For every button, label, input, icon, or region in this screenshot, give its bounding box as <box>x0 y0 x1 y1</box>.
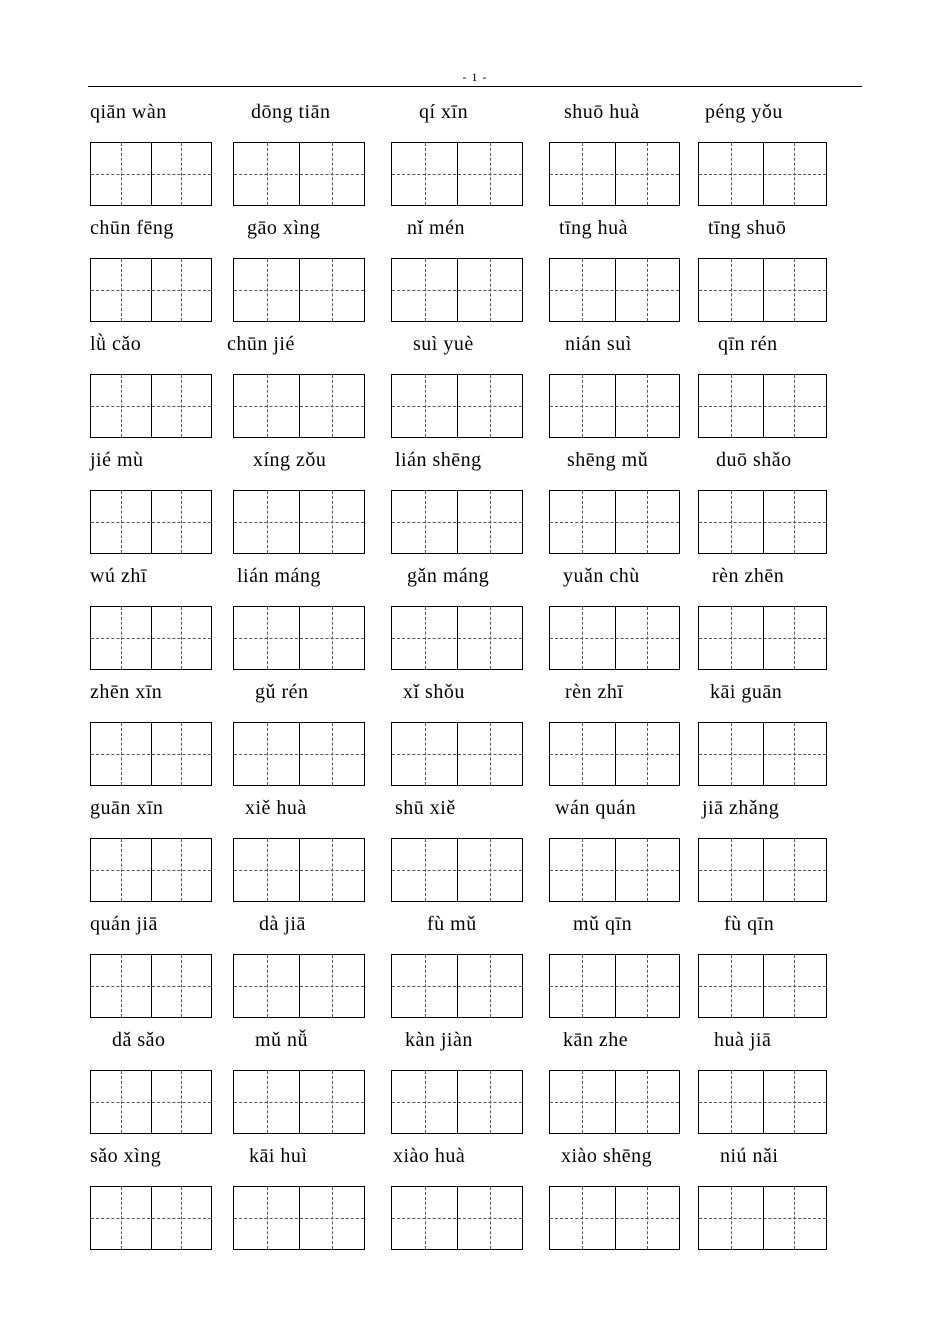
grid-guide-line <box>234 986 364 987</box>
writing-grid[interactable] <box>90 838 212 902</box>
pinyin-label: shuō huà <box>564 101 640 123</box>
pinyin-label: guān xīn <box>90 797 164 819</box>
writing-grid[interactable] <box>391 1070 523 1134</box>
writing-grid[interactable] <box>90 954 212 1018</box>
grid-guide-line <box>91 754 211 755</box>
grid-guide-line <box>550 638 679 639</box>
pinyin-label: mǔ nǚ <box>255 1029 309 1051</box>
writing-grid[interactable] <box>698 954 827 1018</box>
word-cell <box>698 88 838 204</box>
word-cell <box>233 88 373 204</box>
pinyin-label: xǐ shǒu <box>403 681 465 703</box>
pinyin-label: lǜ cǎo <box>90 333 142 355</box>
writing-grid[interactable] <box>698 374 827 438</box>
writing-grid[interactable] <box>233 374 365 438</box>
word-cell <box>391 88 531 204</box>
worksheet-row <box>0 88 950 204</box>
grid-guide-line <box>392 522 522 523</box>
word-cell <box>549 1016 689 1132</box>
pinyin-label: wú zhī <box>90 565 147 587</box>
pinyin-label: lián shēng <box>395 449 482 471</box>
pinyin-label: quán jiā <box>90 913 158 935</box>
writing-grid[interactable] <box>698 606 827 670</box>
grid-guide-line <box>234 174 364 175</box>
writing-grid[interactable] <box>233 722 365 786</box>
writing-grid[interactable] <box>233 258 365 322</box>
writing-grid[interactable] <box>233 606 365 670</box>
word-cell <box>233 552 373 668</box>
header-rule <box>88 86 862 87</box>
grid-guide-line <box>550 986 679 987</box>
grid-guide-line <box>550 406 679 407</box>
grid-guide-line <box>550 290 679 291</box>
word-cell <box>90 320 230 436</box>
writing-grid[interactable] <box>549 606 680 670</box>
grid-guide-line <box>550 870 679 871</box>
grid-guide-line <box>392 174 522 175</box>
grid-guide-line <box>234 1102 364 1103</box>
writing-grid[interactable] <box>90 1186 212 1250</box>
word-cell <box>90 1016 230 1132</box>
grid-guide-line <box>392 1218 522 1219</box>
grid-guide-line <box>392 870 522 871</box>
pinyin-label: sǎo xìng <box>90 1145 162 1167</box>
pinyin-label: dǎ sǎo <box>112 1029 166 1051</box>
writing-grid[interactable] <box>698 1070 827 1134</box>
pinyin-label: qí xīn <box>419 101 469 123</box>
word-cell <box>90 784 230 900</box>
writing-grid[interactable] <box>391 1186 523 1250</box>
grid-guide-line <box>550 522 679 523</box>
pinyin-label: fù mǔ <box>427 913 477 935</box>
pinyin-label: qīn rén <box>718 333 778 355</box>
writing-grid[interactable] <box>549 258 680 322</box>
grid-guide-line <box>392 406 522 407</box>
worksheet-row <box>0 436 950 552</box>
pinyin-label: xíng zǒu <box>253 449 327 471</box>
pinyin-label: kān zhe <box>563 1029 629 1051</box>
writing-grid[interactable] <box>549 838 680 902</box>
writing-grid[interactable] <box>391 606 523 670</box>
grid-guide-line <box>234 1218 364 1219</box>
pinyin-label: xiào huà <box>393 1145 466 1167</box>
grid-guide-line <box>234 290 364 291</box>
writing-grid[interactable] <box>233 838 365 902</box>
word-cell <box>698 320 838 436</box>
worksheet-row <box>0 1132 950 1248</box>
grid-guide-line <box>234 522 364 523</box>
grid-guide-line <box>91 522 211 523</box>
grid-guide-line <box>234 638 364 639</box>
writing-grid[interactable] <box>233 490 365 554</box>
worksheet-row <box>0 900 950 1016</box>
word-cell <box>233 1132 373 1248</box>
pinyin-label: zhēn xīn <box>90 681 163 703</box>
writing-grid[interactable] <box>391 490 523 554</box>
word-cell <box>90 552 230 668</box>
grid-guide-line <box>234 754 364 755</box>
grid-guide-line <box>699 986 826 987</box>
word-cell <box>698 552 838 668</box>
word-cell <box>391 204 531 320</box>
grid-guide-line <box>234 406 364 407</box>
grid-guide-line <box>392 1102 522 1103</box>
word-cell <box>391 436 531 552</box>
writing-grid[interactable] <box>391 258 523 322</box>
writing-grid[interactable] <box>233 142 365 206</box>
pinyin-label: nǐ mén <box>407 217 465 239</box>
writing-grid[interactable] <box>549 374 680 438</box>
word-cell <box>549 552 689 668</box>
word-cell <box>549 436 689 552</box>
pinyin-label: jiā zhǎng <box>702 797 780 819</box>
writing-grid[interactable] <box>90 490 212 554</box>
word-cell <box>391 1132 531 1248</box>
word-cell <box>698 900 838 1016</box>
word-cell <box>698 784 838 900</box>
grid-guide-line <box>392 290 522 291</box>
word-cell <box>549 900 689 1016</box>
word-cell <box>90 204 230 320</box>
word-cell <box>391 784 531 900</box>
writing-grid[interactable] <box>90 722 212 786</box>
writing-grid[interactable] <box>698 142 827 206</box>
pinyin-label: tīng shuō <box>708 217 787 239</box>
word-cell <box>233 1016 373 1132</box>
writing-grid[interactable] <box>698 490 827 554</box>
writing-grid[interactable] <box>233 1070 365 1134</box>
pinyin-label: duō shǎo <box>716 449 792 471</box>
writing-grid[interactable] <box>549 722 680 786</box>
pinyin-label: nián suì <box>565 333 632 355</box>
writing-grid[interactable] <box>90 374 212 438</box>
grid-guide-line <box>91 1102 211 1103</box>
pinyin-label: gǔ rén <box>255 681 309 703</box>
worksheet-row <box>0 784 950 900</box>
pinyin-label: dà jiā <box>259 913 306 935</box>
grid-guide-line <box>699 522 826 523</box>
pinyin-label: huà jiā <box>714 1029 772 1051</box>
word-cell <box>391 1016 531 1132</box>
pinyin-label: kàn jiàn <box>405 1029 473 1051</box>
writing-grid[interactable] <box>549 954 680 1018</box>
grid-guide-line <box>550 754 679 755</box>
pinyin-label: péng yǒu <box>705 101 783 123</box>
grid-guide-line <box>699 174 826 175</box>
pinyin-label: wán quán <box>555 797 637 819</box>
writing-grid[interactable] <box>391 954 523 1018</box>
grid-guide-line <box>392 986 522 987</box>
pinyin-label: suì yuè <box>413 333 474 355</box>
grid-guide-line <box>91 870 211 871</box>
writing-grid[interactable] <box>698 1186 827 1250</box>
pinyin-label: kāi guān <box>710 681 783 703</box>
worksheet-row <box>0 320 950 436</box>
word-cell <box>233 784 373 900</box>
pinyin-label: shū xiě <box>395 797 456 819</box>
grid-guide-line <box>699 638 826 639</box>
worksheet-row <box>0 1016 950 1132</box>
grid-guide-line <box>550 1218 679 1219</box>
pinyin-label: rèn zhēn <box>712 565 785 587</box>
grid-guide-line <box>91 290 211 291</box>
grid-guide-line <box>550 1102 679 1103</box>
pinyin-label: xiě huà <box>245 797 307 819</box>
grid-guide-line <box>699 870 826 871</box>
writing-grid[interactable] <box>549 490 680 554</box>
grid-guide-line <box>91 174 211 175</box>
writing-grid[interactable] <box>233 954 365 1018</box>
writing-grid[interactable] <box>233 1186 365 1250</box>
pinyin-label: fù qīn <box>724 913 775 935</box>
word-cell <box>90 1132 230 1248</box>
word-cell <box>90 668 230 784</box>
grid-guide-line <box>699 1102 826 1103</box>
writing-grid[interactable] <box>698 722 827 786</box>
word-cell <box>233 436 373 552</box>
writing-grid[interactable] <box>391 142 523 206</box>
writing-grid[interactable] <box>391 838 523 902</box>
grid-guide-line <box>392 754 522 755</box>
page-number: - 1 - <box>462 70 488 84</box>
pinyin-label: jié mù <box>90 449 144 471</box>
word-cell <box>698 436 838 552</box>
word-cell <box>90 436 230 552</box>
grid-guide-line <box>699 754 826 755</box>
pinyin-label: gǎn máng <box>407 565 490 587</box>
grid-guide-line <box>91 1218 211 1219</box>
word-cell <box>90 88 230 204</box>
grid-guide-line <box>392 638 522 639</box>
pinyin-label: chūn jié <box>227 333 295 355</box>
grid-guide-line <box>699 406 826 407</box>
word-cell <box>227 320 373 436</box>
grid-guide-line <box>91 638 211 639</box>
writing-grid[interactable] <box>391 374 523 438</box>
pinyin-label: lián máng <box>237 565 321 587</box>
writing-grid[interactable] <box>549 142 680 206</box>
grid-guide-line <box>91 986 211 987</box>
writing-grid[interactable] <box>90 1070 212 1134</box>
pinyin-label: tīng huà <box>559 217 628 239</box>
word-cell <box>549 668 689 784</box>
word-cell <box>549 320 689 436</box>
grid-guide-line <box>91 406 211 407</box>
word-cell <box>233 900 373 1016</box>
writing-grid[interactable] <box>698 838 827 902</box>
word-cell <box>233 204 373 320</box>
worksheet-row <box>0 668 950 784</box>
grid-guide-line <box>699 290 826 291</box>
writing-grid[interactable] <box>90 258 212 322</box>
writing-grid[interactable] <box>549 1070 680 1134</box>
pinyin-label: dōng tiān <box>251 101 331 123</box>
word-cell <box>549 784 689 900</box>
pinyin-label: qiān wàn <box>90 101 167 123</box>
word-cell <box>698 1016 838 1132</box>
pinyin-label: niú nǎi <box>720 1145 779 1167</box>
pinyin-label: rèn zhī <box>565 681 624 703</box>
pinyin-label: chūn fēng <box>90 217 174 239</box>
word-cell <box>549 88 689 204</box>
word-cell <box>391 900 531 1016</box>
pinyin-label: gāo xìng <box>247 217 321 239</box>
pinyin-label: kāi huì <box>249 1145 308 1167</box>
word-cell <box>233 668 373 784</box>
word-cell <box>391 320 531 436</box>
writing-grid[interactable] <box>90 606 212 670</box>
grid-guide-line <box>234 870 364 871</box>
word-cell <box>698 1132 838 1248</box>
word-cell <box>391 552 531 668</box>
pinyin-label: mǔ qīn <box>573 913 633 935</box>
writing-grid[interactable] <box>90 142 212 206</box>
writing-grid[interactable] <box>549 1186 680 1250</box>
grid-guide-line <box>699 1218 826 1219</box>
word-cell <box>549 204 689 320</box>
grid-guide-line <box>550 174 679 175</box>
word-cell <box>90 900 230 1016</box>
worksheet-row <box>0 552 950 668</box>
writing-grid[interactable] <box>698 258 827 322</box>
word-cell <box>698 204 838 320</box>
word-cell <box>698 668 838 784</box>
writing-grid[interactable] <box>391 722 523 786</box>
pinyin-label: xiào shēng <box>561 1145 653 1167</box>
worksheet-row <box>0 204 950 320</box>
word-cell <box>549 1132 689 1248</box>
word-cell <box>391 668 531 784</box>
pinyin-label: yuǎn chù <box>563 565 640 587</box>
pinyin-label: shēng mǔ <box>567 449 649 471</box>
